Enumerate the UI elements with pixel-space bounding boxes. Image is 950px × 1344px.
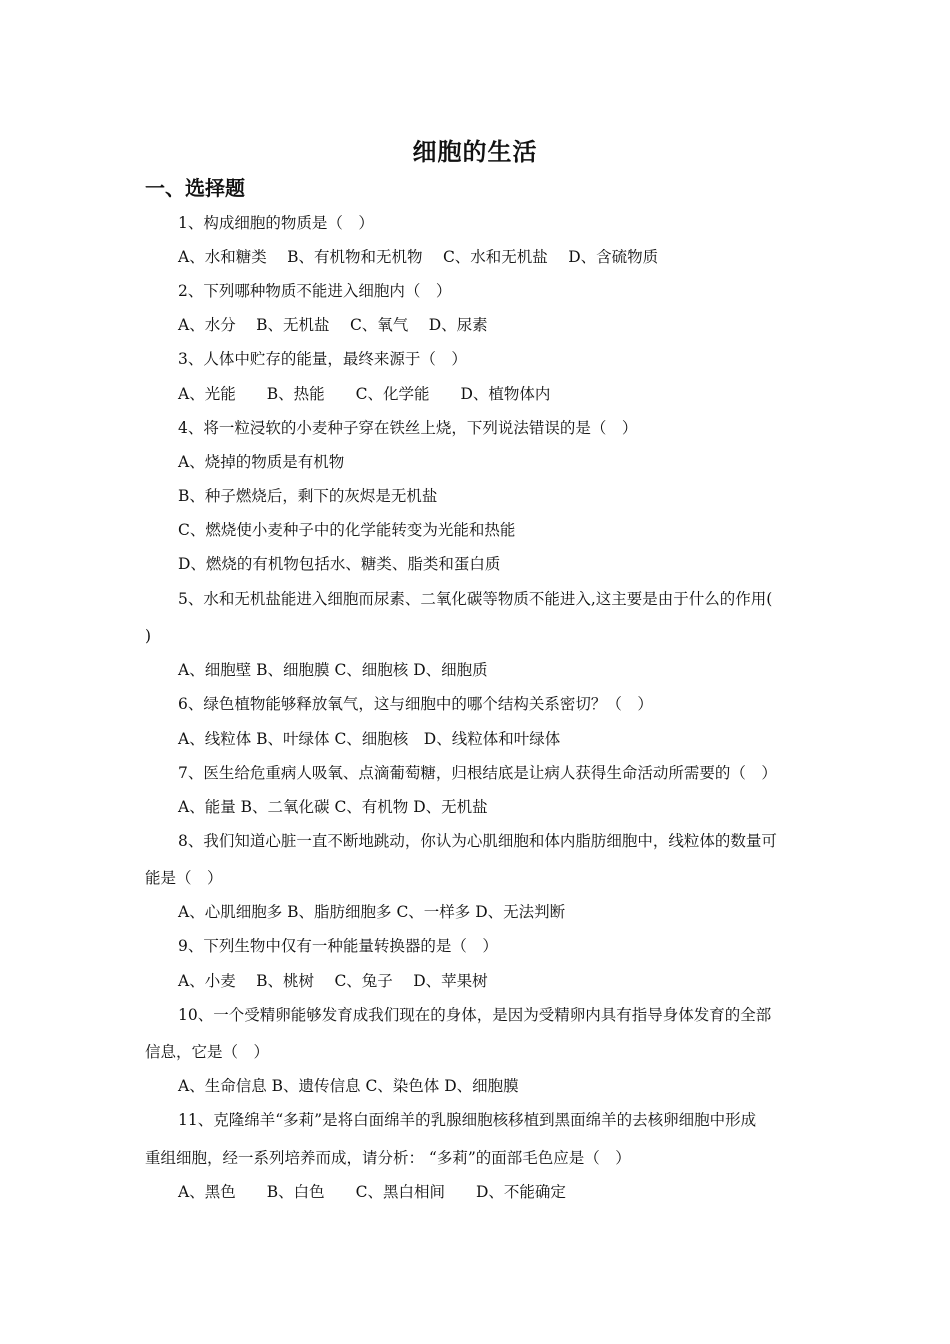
text-line: A、生命信息 B、遗传信息 C、染色体 D、细胞膜 [178,1077,519,1095]
text-line: 1、构成细胞的物质是（ ） [178,214,374,232]
text-line: 5、水和无机盐能进入细胞而尿素、二氧化碳等物质不能进入,这主要是由于什么的作用( [178,590,773,608]
text-line: A、水分 B、无机盐 C、氧气 D、尿素 [178,316,488,334]
section-heading: 一、选择题 [145,176,245,200]
text-line: 信息，它是（ ） [145,1043,270,1061]
text-line: A、能量 B、二氧化碳 C、有机物 D、无机盐 [178,798,488,816]
text-line: A、光能 B、热能 C、化学能 D、植物体内 [178,385,551,403]
text-line: ) [145,627,152,645]
text-line: A、烧掉的物质是有机物 [178,453,345,471]
text-line: A、细胞壁 B、细胞膜 C、细胞核 D、细胞质 [178,661,488,679]
text-line: D、燃烧的有机物包括水、糖类、脂类和蛋白质 [178,555,501,573]
text-line: B、种子燃烧后，剩下的灰烬是无机盐 [178,487,438,505]
text-line: 7、医生给危重病人吸氧、点滴葡萄糖，归根结底是让病人获得生命活动所需要的（ ） [178,764,777,782]
text-line: 重组细胞，经一系列培养而成，请分析： “多莉”的面部毛色应是（ ） [145,1149,631,1167]
text-line: 9、下列生物中仅有一种能量转换器的是（ ） [178,937,498,955]
document-title: 细胞的生活 [412,137,538,166]
text-line: 3、人体中贮存的能量，最终来源于（ ） [178,350,467,368]
text-line: 10、一个受精卵能够发育成我们现在的身体，是因为受精卵内具有指导身体发育的全部 [178,1006,772,1024]
text-line: A、水和糖类 B、有机物和无机物 C、水和无机盐 D、含硫物质 [178,248,659,266]
text-line: 8、我们知道心脏一直不断地跳动，你认为心肌细胞和体内脂肪细胞中，线粒体的数量可 [178,832,777,850]
text-line: 能是（ ） [145,869,223,887]
text-line: A、小麦 B、桃树 C、兔子 D、苹果树 [178,972,488,990]
text-line: 6、绿色植物能够释放氧气，这与细胞中的哪个结构关系密切？（ ） [178,695,653,713]
text-line: 11、克隆绵羊“多莉”是将白面绵羊的乳腺细胞核移植到黑面绵羊的去核卵细胞中形成 [178,1111,757,1129]
text-line: A、心肌细胞多 B、脂肪细胞多 C、一样多 D、无法判断 [178,903,566,921]
text-line: A、黑色 B、白色 C、黑白相间 D、不能确定 [178,1183,566,1201]
text-line: 2、下列哪种物质不能进入细胞内（ ） [178,282,452,300]
text-line: 4、将一粒浸软的小麦种子穿在铁丝上烧，下列说法错误的是（ ） [178,419,638,437]
text-line: C、燃烧使小麦种子中的化学能转变为光能和热能 [178,521,516,539]
text-line: A、线粒体 B、叶绿体 C、细胞核 D、线粒体和叶绿体 [178,730,561,748]
